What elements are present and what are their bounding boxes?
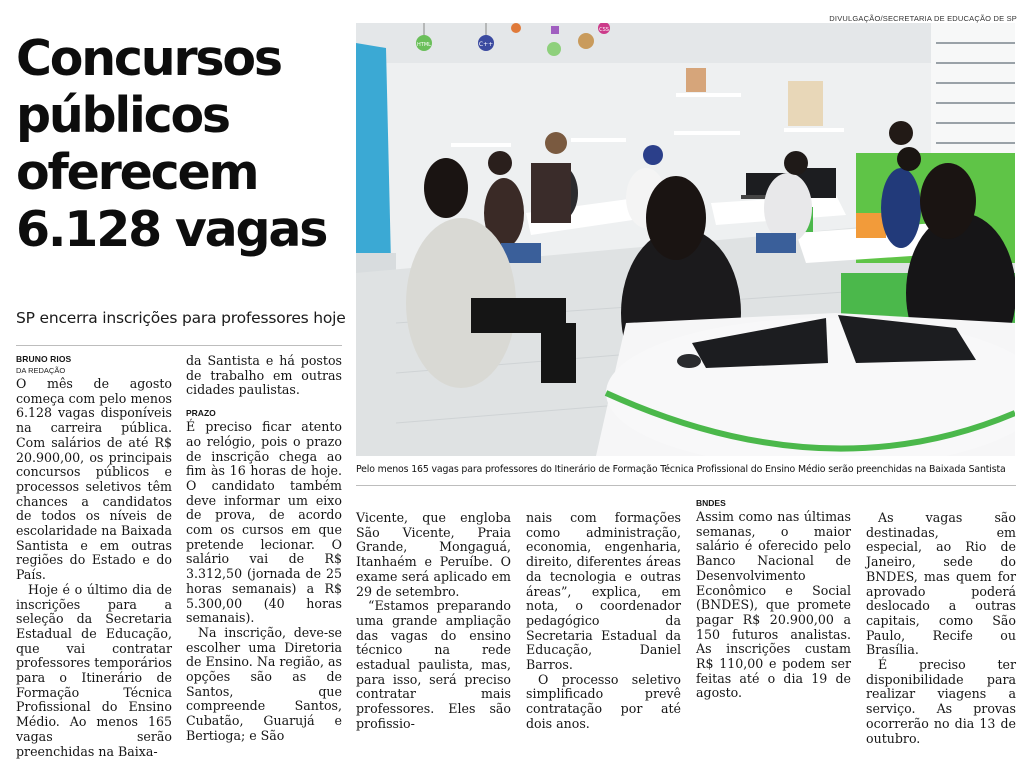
headline bbox=[16, 30, 346, 258]
article-paragraph: Vicente, que engloba São Vicente, Praia Grande, Mongaguá, Itanhaém e Peruíbe. O exame será aplicado em 29 de setembro. bbox=[356, 510, 511, 599]
headline-line: oferecem bbox=[16, 144, 258, 201]
subheadline: SP encerra inscrições para professores hoje bbox=[16, 309, 346, 327]
byline-department: DA REDAÇÃO bbox=[16, 366, 66, 375]
section-kicker: PRAZO bbox=[186, 408, 216, 419]
article-column-5 bbox=[696, 497, 851, 701]
photo-credit: DIVULGAÇÃO/SECRETARIA DE EDUCAÇÃO DE SP bbox=[829, 14, 1017, 23]
article-paragraph: O processo seletivo simplificado prevê contratação por até dois anos. bbox=[526, 671, 681, 731]
board-tag-label: HTML bbox=[417, 42, 431, 48]
headline-line: Concursos bbox=[16, 30, 281, 87]
article-column-4 bbox=[526, 511, 681, 732]
divider bbox=[16, 345, 342, 346]
article-paragraph: Na inscrição, deve-se escolher uma Diretoria de Ensino. Na região, as opções são as de Santos, que compreende Santos, Cubatão, Guarujá e Bertioga; e São bbox=[186, 624, 342, 743]
article-column-6 bbox=[866, 511, 1016, 746]
article-column-2 bbox=[186, 354, 342, 744]
article-paragraph: O mês de agosto começa com pelo menos 6.128 vagas disponíveis na carreira pública. Com salários de até R$ 20.900,00, os principais concursos públicos e processos seletivos têm chances a candidatos de todos os níveis de escolaridade na Baixada Santista e em outras regiões do Estado e do País. bbox=[16, 376, 172, 583]
headline-line: 6.128 vagas bbox=[16, 201, 327, 258]
article-paragraph: “Estamos preparando uma grande ampliação das vagas do ensino técnico na rede estadual paulista, mas, para isso, será preciso contratar mais professores. Eles são profissio- bbox=[356, 598, 511, 731]
byline: BRUNO RIOS bbox=[16, 354, 72, 364]
classroom-photo bbox=[356, 23, 1015, 456]
article-column-3 bbox=[356, 511, 511, 732]
section-kicker: BNDES bbox=[696, 498, 726, 508]
board-tag-label: CSS bbox=[599, 27, 609, 33]
article-paragraph: da Santista e há postos de trabalho em outras cidades paulistas. bbox=[186, 353, 342, 398]
article-paragraph: É preciso ter disponibilidade para realizar viagens a serviço. As provas ocorrerão no dia 13 de outubro. bbox=[866, 657, 1016, 746]
article-paragraph: nais com formações como administração, economia, engenharia, direito, diferentes áreas da tecnologia e outras áreas”, explica, em nota, o coordenador pedagógico da Secretaria Estadual da Educação, Daniel Barros. bbox=[526, 510, 681, 673]
divider bbox=[356, 485, 1016, 486]
article-column-1 bbox=[16, 354, 172, 759]
board-tag-label: C++ bbox=[478, 41, 494, 48]
article-paragraph: É preciso ficar atento ao relógio, pois o prazo de inscrição chega ao fim às 16 horas de hoje. O candidato também deve informar um eixo de prova, de acordo com os cursos em que pretende lecionar. O salário vai de R$ 3.312,50 (jornada de 25 horas semanais) a R$ 5.300,00 (40 horas semanais). bbox=[186, 419, 342, 626]
article-paragraph: Hoje é o último dia de inscrições para a seleção da Secretaria Estadual de Educação, que vai contratar professores temporários para o Itinerário de Formação Técnica Profissional do Ensino Médio. Ao menos 165 vagas serão preenchidas na Baixa- bbox=[16, 581, 172, 759]
article-paragraph: As vagas são destinadas, em especial, ao Rio de Janeiro, sede do BNDES, mas quem for aprovado poderá deslocado a outras capitais, como São Paulo, Recife ou Brasília. bbox=[866, 510, 1016, 658]
article-paragraph: Assim como nas últimas semanas, o maior salário é oferecido pelo Banco Nacional de Desenvolvimento Econômico e Social (BNDES), que promete pagar R$ 20.900,00 a 150 futuros analistas. As inscrições custam R$ 110,00 e podem ser feitas até o dia 19 de agosto. bbox=[696, 509, 851, 701]
headline-line: públicos bbox=[16, 87, 229, 144]
photo-caption: Pelo menos 165 vagas para professores do Itinerário de Formação Técnica Profissional do Ensino Médio serão preenchidas na Baixada Santista bbox=[356, 464, 1006, 475]
